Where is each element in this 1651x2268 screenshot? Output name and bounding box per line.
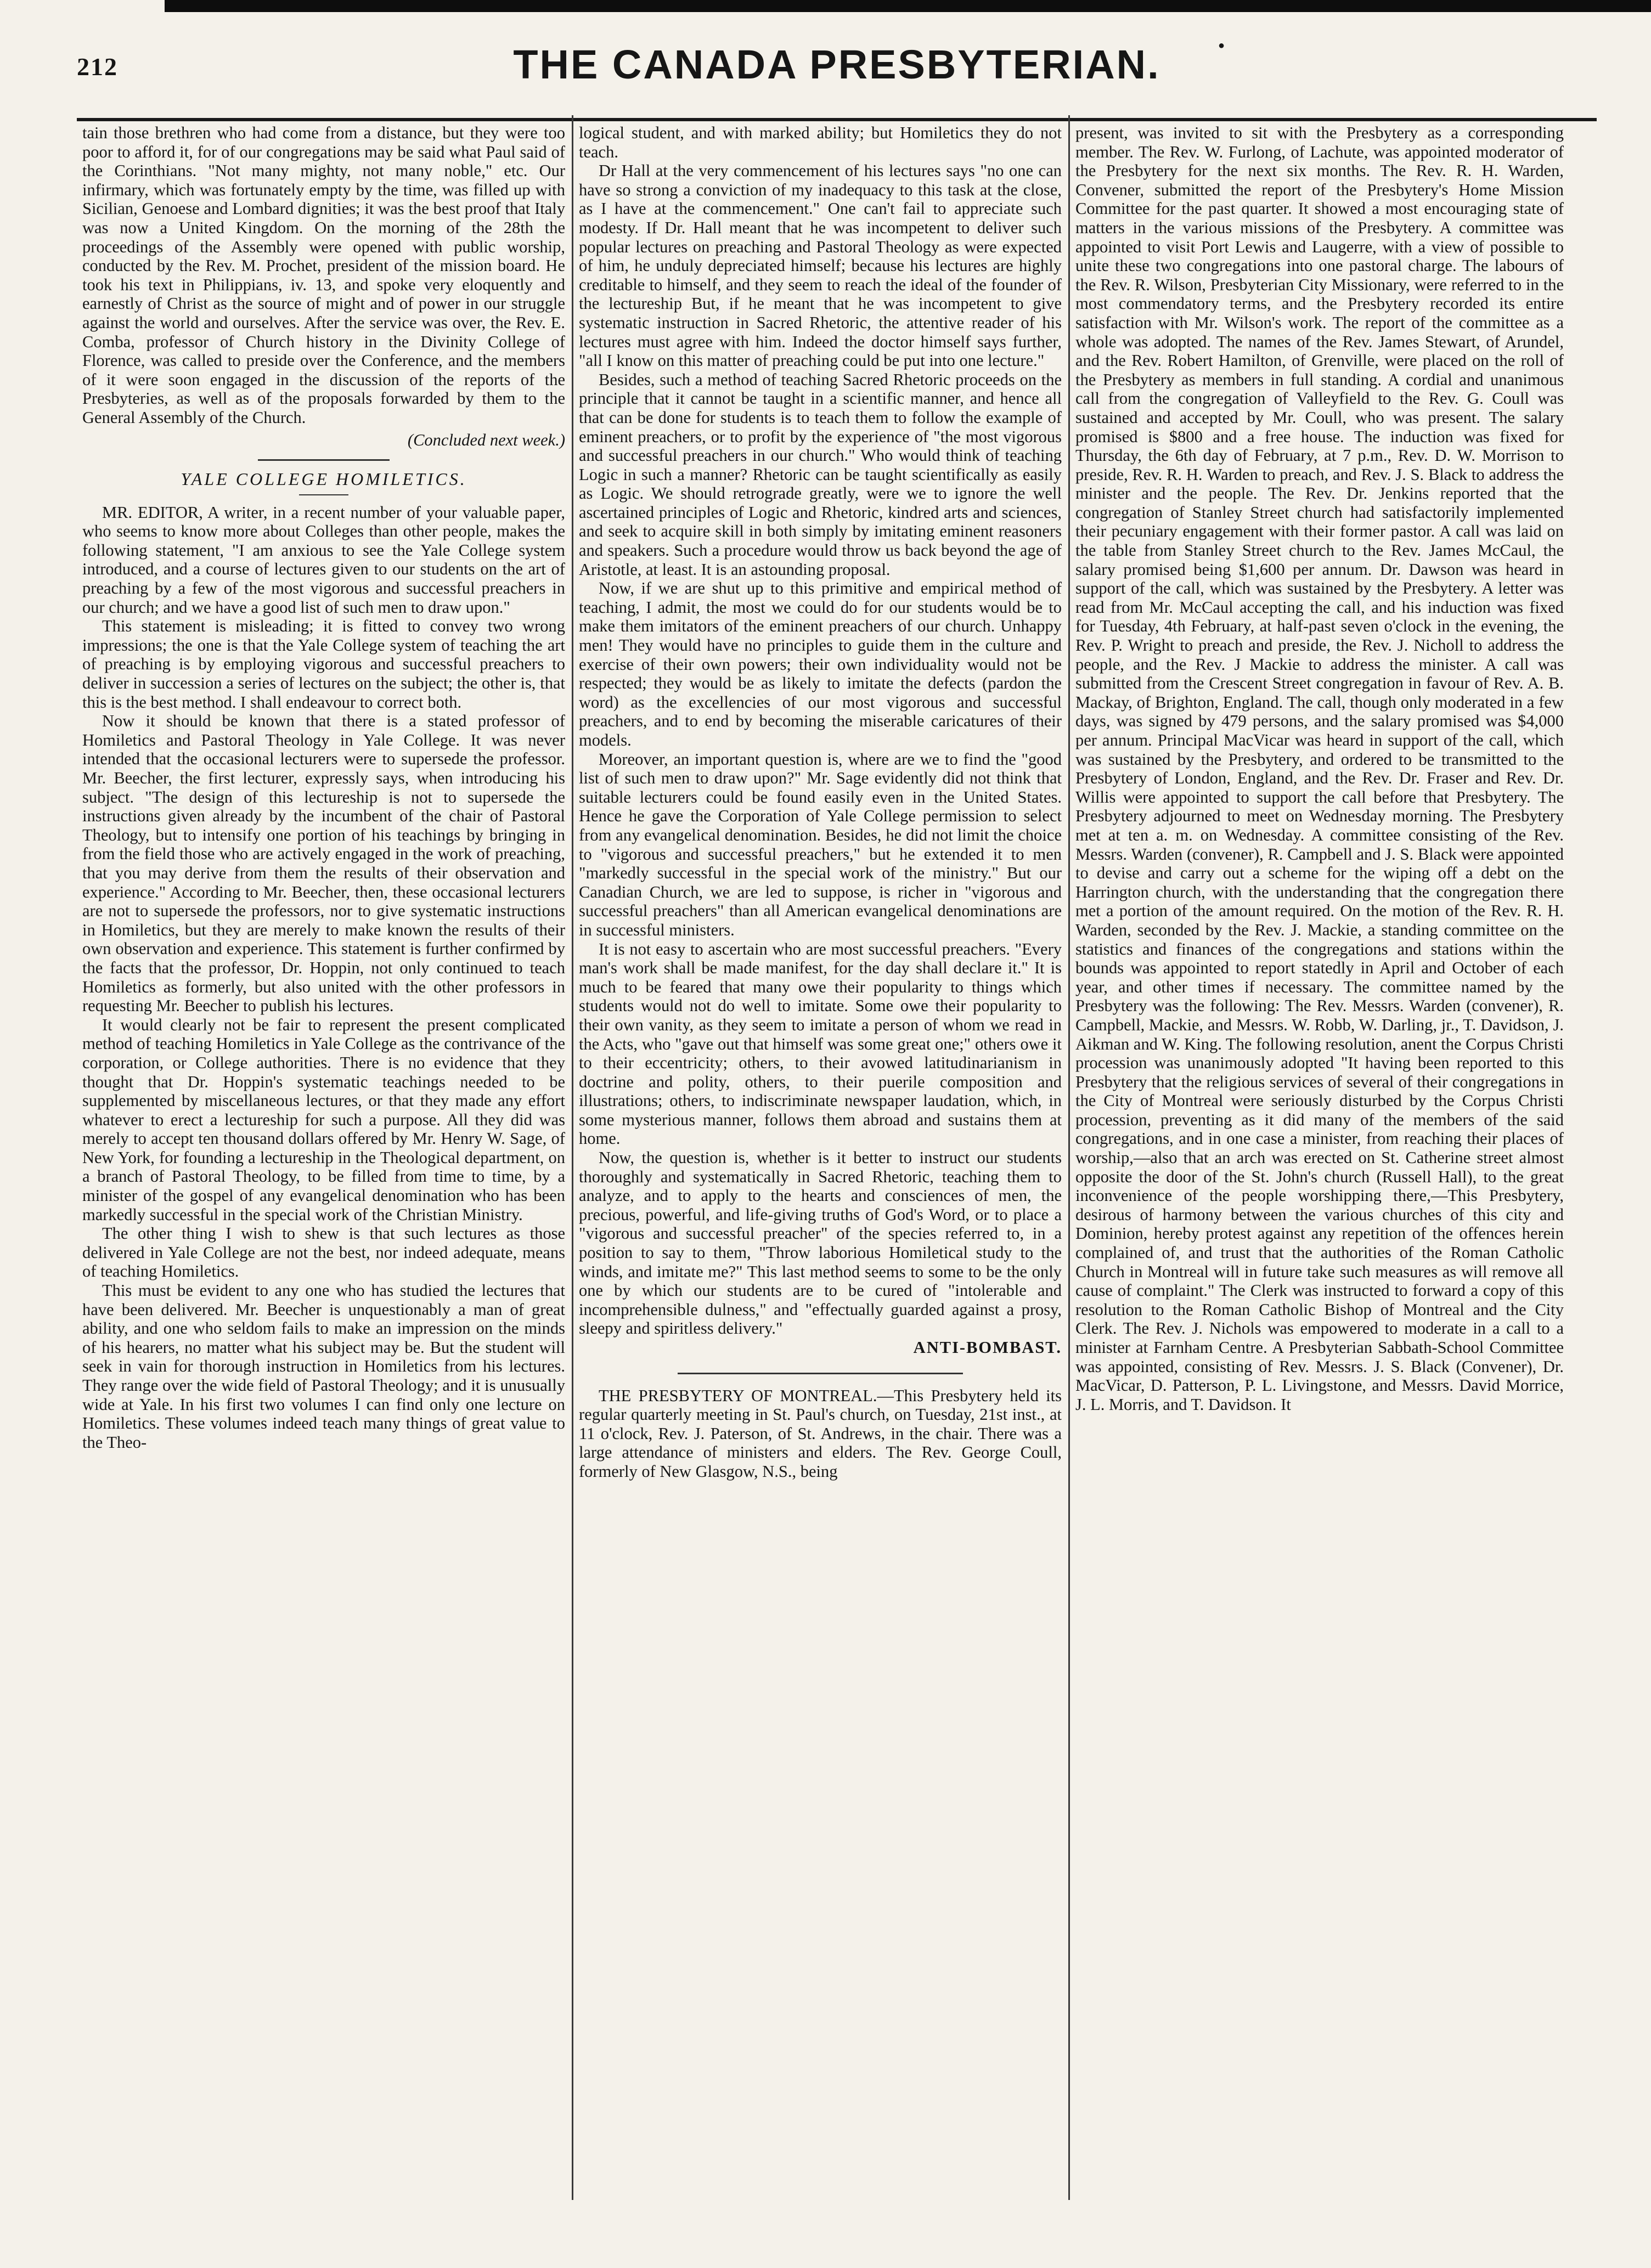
article-paragraph: Dr Hall at the very commencement of his lectures says "no one can have so strong a conviction of my inadequacy to this task at the close, as I have at the commencement." One can't fail to appreciate such modesty. If Dr. Hall meant that he was incompetent to deliver such popular lectures on preaching and Pastoral Theology as were expected of him, he unduly depreciated himself; because his lectures are highly creditable to himself, and they seem to reach the ideal of the founder of the lectureship But, if he meant that he was incompetent to give systematic instruction in Sacred Rhetoric, the attentive reader of his lectures must agree with him. Indeed the doctor himself says further, "all I know on this matter of preaching could be put into one lecture." <box>579 161 1062 370</box>
headline-rule <box>299 494 348 495</box>
column-1 <box>82 123 565 1452</box>
page-number: 212 <box>77 53 118 81</box>
article-paragraph: It is not easy to ascertain who are most successful preachers. "Every man's work shall be made manifest, for the day shall declare it." It is much to be feared that many owe their popularity to things which students would not do well to imitate. Some owe their popularity to their own vanity, as they seem to imitate a person of whom we read in the Acts, who "gave out that himself was some great one;" others owe it to their eccentricity; others, to their avowed latitudinarianism in doctrine and polity, others, to their puerile composition and illustrations; others, to indiscriminate newspaper laudation, which, in some mysterious manner, follows them abroad and sustains them at home. <box>579 939 1062 1148</box>
article-paragraph: tain those brethren who had come from a distance, but they were too poor to afford it, for of our congregations may be said what Paul said of the Corinthians. "Not many mighty, not many noble," etc. Our infirmary, which was fortunately empty by the time, was filled up with Sicilian, Genoese and Lombard dignities; it was the best proof that Italy was now a United Kingdom. On the morning of the 28th the proceedings of the Assembly were opened with public worship, conducted by the Rev. M. Prochet, president of the mission board. He took his text in Philippians, iv. 13, and spoke very eloquently and earnestly of Christ as the source of might and of power in our struggle against the world and ourselves. After the service was over, the Rev. E. Comba, professor of Church history in the Divinity College of Florence, was called to preside over the Conference, and the members of it were soon engaged in the discussion of the reports of the Presbyteries, as well as of the proposals forwarded by them to the General Assembly of the Church. <box>82 123 565 427</box>
article-paragraph: It would clearly not be fair to represent the present complicated method of teaching Homiletics in Yale College as the contrivance of the corporation, or College authorities. There is no evidence that they thought that Dr. Hoppin's systematic teachings needed to be supplemented by miscellaneous lectures, or that they made any effort whatever to erect a lectureship for such a purpose. All they did was merely to accept ten thousand dollars offered by Mr. Henry W. Sage, of New York, for founding a lectureship in the Theological department, on a branch of Pastoral Theology, to be filled from time to time, by a minister of the gospel of any evangelical denomination who has been markedly successful in the special work of the Christian Ministry. <box>82 1015 565 1224</box>
article-paragraph: The other thing I wish to shew is that such lectures as those delivered in Yale College are not the best, nor indeed adequate, means of teaching Homiletics. <box>82 1224 565 1281</box>
column-2 <box>579 123 1062 1481</box>
column-divider <box>1068 115 1070 2200</box>
continued-note: (Concluded next week.) <box>407 430 565 449</box>
article-paragraph: Besides, such a method of teaching Sacred Rhetoric proceeds on the principle that it cannot be taught in a scientific manner, and hence all that can be done for students is to teach them to follow the example of eminent preachers, or to profit by the experience of "the most vigorous and successful preachers in our church." Who would think of teaching Logic in such a manner? Rhetoric can be taught scientifically as easily as Logic. We should retrograde greatly, were we to ignore the well ascertained principles of Logic and Rhetoric, kindred arts and sciences, and seek to acquire skill in both simply by imitating eminent reasoners and speakers. Such a procedure would throw us back beyond the age of Aristotle, at least. It is an astounding proposal. <box>579 370 1062 579</box>
article-paragraph: MR. EDITOR, A writer, in a recent number of your valuable paper, who seems to know more about Colleges than other people, makes the following statement, "I am anxious to see the Yale College system introduced, and a course of lectures given to our students on the art of preaching by a few of the most vigorous and successful preachers in our church; and we have a good list of such men to draw upon." <box>82 503 565 617</box>
article-paragraph: This statement is misleading; it is fitted to convey two wrong impressions; the one is that the Yale College system of teaching the art of preaching is by employing vigorous and successful preachers to deliver in succession a series of lectures on the subject; the other is, that this is the best method. I shall endeavour to correct both. <box>82 617 565 712</box>
article-paragraph: logical student, and with marked ability; but Homiletics they do not teach. <box>579 123 1062 161</box>
top-border-rule <box>165 0 1651 12</box>
article-paragraph: Now, the question is, whether is it better to instruct our students thoroughly and systematically in Sacred Rhetoric, teaching them to analyze, and to apply to the hearts and consciences of men, the precious, powerful, and life-giving truths of God's Word, or to place a "vigorous and successful preacher" of the species referred to, in a position to say to them, "Throw laborious Homiletical study to the winds, and imitate me?" This last method seems to some to be the only one by which our students are to be cured of "intolerable and incomprehensible dulness," and "effectually guarded against a prosy, sleepy and spiritless delivery." <box>579 1148 1062 1338</box>
article-paragraph: Moreover, an important question is, where are we to find the "good list of such men to draw upon?" Mr. Sage evidently did not think that suitable lecturers could be found easily even in the United States. Hence he gave the Corporation of Yale College permission to select from any evangelical denomination. Besides, he did not limit the choice to "vigorous and successful preachers," but he extended it to men "markedly successful in the special work of the ministry." But our Canadian Church, we are led to suppose, is richer in "vigorous and successful preachers" than all American evangelical denominations are in successful ministers. <box>579 749 1062 939</box>
column-divider <box>572 115 573 2200</box>
masthead-title: THE CANADA PRESBYTERIAN. <box>513 42 1160 87</box>
column-3 <box>1075 123 1564 1414</box>
printer-mark: ● <box>1218 40 1225 52</box>
header-rule <box>77 118 1597 121</box>
article-paragraph: Now it should be known that there is a stated professor of Homiletics and Pastoral Theology in Yale College. It was never intended that the occasional lecturers were to supersede the professor. Mr. Beecher, the first lecturer, expressly says, when introducing his subject. "The design of this lectureship is not to supersede the instructions given already by the incumbent of the chair of Pastoral Theology, but to intensify one portion of his teachings by bringing in from the field those who are actively engaged in the work of preaching, that you may derive from them the results of their observation and experience." According to Mr. Beecher, then, these occasional lecturers are not to supersede the professors, nor to give systematic instructions in Homiletics, but they are merely to make known the results of their own observation and experience. This statement is further confirmed by the facts that the professor, Dr. Hoppin, not only continued to teach Homiletics as formerly, but also united with the other professors in requesting Mr. Beecher to publish his lectures. <box>82 712 565 1015</box>
article-paragraph: THE PRESBYTERY OF MONTREAL.—This Presbytery held its regular quarterly meeting in St. Paul's church, on Tuesday, 21st inst., at 11 o'clock, Rev. J. Paterson, of St. Andrews, in the chair. There was a large attendance of ministers and elders. The Rev. George Coull, formerly of New Glasgow, N.S., being <box>579 1386 1062 1481</box>
page-header <box>77 30 1597 104</box>
section-divider <box>258 459 390 461</box>
article-paragraph: present, was invited to sit with the Presbytery as a corresponding member. The Rev. W. Furlong, of Lachute, was appointed moderator of the Presbytery for the next six months. The Rev. R. H. Warden, Convener, submitted the report of the Presbytery's Home Mission Committee for the past quarter. It showed a most encouraging state of matters in the various missions of the Presbytery. A committee was appointed to visit Port Lewis and Laugerre, with a view of possible to unite these two congregations into one pastoral charge. The labours of the Rev. R. Wilson, Presbyterian City Missionary, were referred to in the most commendatory terms, and the Presbytery recorded its entire satisfaction with Mr. Wilson's work. The report of the committee as a whole was adopted. The names of the Rev. James Stewart, of Arundel, and the Rev. Robert Hamilton, of Grenville, were placed on the roll of the Presbytery as members in full standing. A cordial and unanimous call from the congregation of Valleyfield to the Rev. G. Coull was sustained and accepted by Mr. Coull, who was present. The salary promised is $800 and a free house. The induction was fixed for Thursday, the 6th day of February, at 7 p.m., Rev. D. W. Morrison to preside, Rev. R. H. Warden to preach, and Rev. J. S. Black to address the minister and the people. The Rev. Dr. Jenkins reported that the congregation of Stanley Street church had satisfactorily implemented their pecuniary engagement with their former pastor. A call was laid on the table from Stanley Street church to the Rev. James McCaul, the salary promised being $1,600 per annum. Dr. Dawson was heard in support of the call, which was sustained by the Presbytery. A letter was read from Mr. McCaul accepting the call, and his induction was fixed for Tuesday, 4th February, at half-past seven o'clock in the evening, the Rev. P. Wright to preach and preside, the Rev. J. Nicholl to address the people, and the Rev. J Mackie to address the minister. A call was submitted from the Crescent Street congregation in favour of Rev. A. B. Mackay, of Brighton, England. The call, though only moderated in a few days, was signed by 479 persons, and the salary promised was $4,000 per annum. Principal MacVicar was heard in support of the call, which was sustained by the Presbytery, and ordered to be transmitted to the Presbytery of London, England, and the Rev. Dr. Fraser and Rev. Dr. Willis were appointed to support the call before that Presbytery. The Presbytery adjourned to meet on Wednesday morning. The Presbytery met at ten a. m. on Wednesday. A committee consisting of the Rev. Messrs. Warden (convener), R. Campbell and J. S. Black were appointed to devise and carry out a scheme for the wiping off a debt on the Harrington church, with the understanding that the congregation there met a portion of the amount required. On the motion of the Rev. R. H. Warden, seconded by the Rev. J. Mackie, a standing committee on the statistics and finances of the congregations and stations within the bounds was appointed to report statedly in April and October of each year, and other times if necessary. The committee named by the Presbytery was the following: The Rev. Messrs. Warden (convener), R. Campbell, Mackie, and Messrs. W. Robb, W. Darling, jr., T. Davidson, J. Aikman and W. King. The following resolution, anent the Corpus Christi procession was unanimously adopted "It having been reported to this Presbytery that the religious services of several of their congregations in the City of Montreal were seriously disturbed by the Corpus Christi procession, preventing as it did many of the members of the said congregations, and in one case a minister, from reaching their places of worship,—also that an arch was erected on St. Catherine street almost opposite the door of the St. John's church (Russell Hall), to the great inconvenience of the people worshipping there,—This Presbytery, desirous of harmony between the various churches of this city and Dominion, hereby protest against any repetition of the offences herein complained of, and trust that the authorities of the Roman Catholic Church in Montreal will in future take such measures as will remove all cause of complaint." The Clerk was instructed to forward a copy of this resolution to the Roman Catholic Bishop of Montreal and the City Clerk. The Rev. J. Nichols was empowered to moderate in a call to a minister at Farnham Centre. A Presbyterian Sabbath-School Committee was appointed, consisting of Rev. Messrs. J. S. Black (Convener), Dr. MacVicar, D. Patterson, P. L. Livingstone, and Messrs. David Morrice, J. L. Morris, and T. Davidson. It <box>1075 123 1564 1414</box>
article-signature: ANTI-BOMBAST. <box>913 1338 1062 1357</box>
article-headline: YALE COLLEGE HOMILETICS. <box>181 469 467 489</box>
article-paragraph: This must be evident to any one who has studied the lectures that have been delivered. Mr. Beecher is unquestionably a man of great ability, and one who seldom fails to make an impression on the minds of his hearers, no matter what his subject may be. But the student will seek in vain for thorough instruction in Homiletics from his lectures. They range over the wide field of Pastoral Theology; and it is unusually wide at Yale. In his first two volumes I can find only one lecture on Homiletics. These volumes indeed teach many things of great value to the Theo- <box>82 1281 565 1452</box>
section-divider <box>678 1373 963 1374</box>
article-paragraph: Now, if we are shut up to this primitive and empirical method of teaching, I admit, the most we could do for our students would be to make them imitators of the eminent preachers of our church. Unhappy men! They would have no principles to guide them in the culture and exercise of their own powers; their own individuality would not be respected; they would be as likely to imitate the defects (pardon the word) as the excellencies of our most vigorous and successful preachers, and to end by becoming the miserable caricatures of their models. <box>579 579 1062 749</box>
